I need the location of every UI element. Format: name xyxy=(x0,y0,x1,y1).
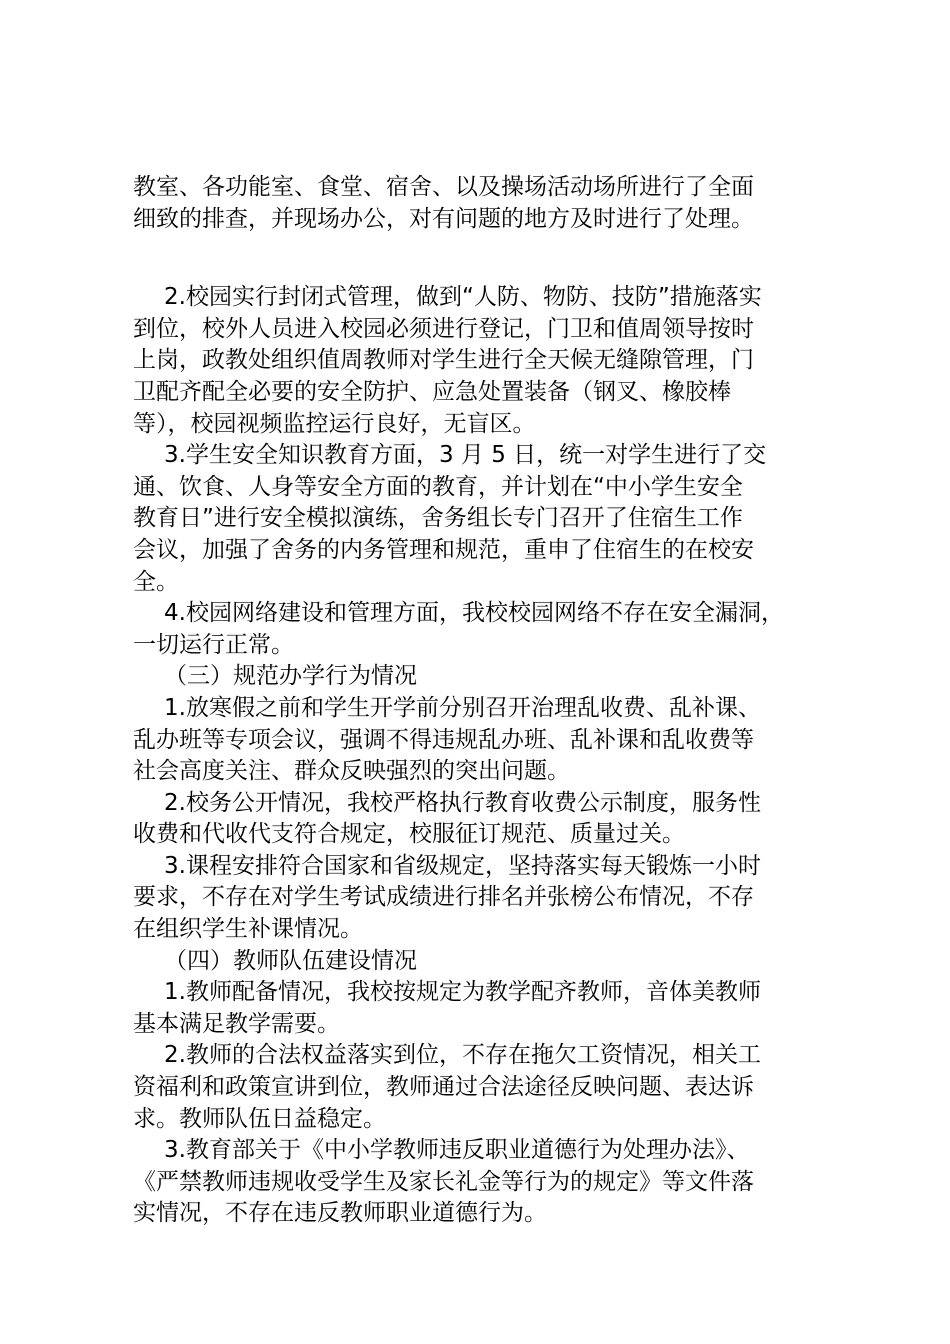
text-line: 4.校园网络建设和管理方面，我校校园网络不存在安全漏洞， xyxy=(164,600,784,627)
text-line: 1.放寒假之前和学生开学前分别召开治理乱收费、乱补课、 xyxy=(164,694,761,721)
text-line: 实情况，不存在违反教师职业道德行为。 xyxy=(133,1200,547,1227)
text-line: 等），校园视频监控运行良好，无盲区。 xyxy=(133,410,536,437)
text-line: 要求，不存在对学生考试成绩进行排名并张榜公布情况，不存 xyxy=(133,884,754,911)
text-line: 收费和代收代支符合规定，校服征订规范、质量过关。 xyxy=(133,821,685,848)
text-line: 3.教育部关于《中小学教师违反职业道德行为处理办法》、 xyxy=(164,1137,750,1164)
text-line: 社会高度关注、群众反映强烈的突出问题。 xyxy=(133,758,570,785)
text-line: 基本满足教学需要。 xyxy=(133,1010,340,1037)
text-line: 细致的排查，并现场办公，对有问题的地方及时进行了处理。 xyxy=(133,205,754,232)
text-line: 通、饮食、人身等安全方面的教育，并计划在“中小学生安全 xyxy=(133,473,743,500)
text-line: 3.课程安排符合国家和省级规定，坚持落实每天锻炼一小时 xyxy=(164,852,761,879)
text-line: 教室、各功能室、食堂、宿舍、以及操场活动场所进行了全面 xyxy=(133,174,754,200)
text-line: 到位，校外人员进入校园必须进行登记，门卫和值周领导按时 xyxy=(133,315,754,342)
text-line: 一切运行正常。 xyxy=(133,631,294,658)
text-line: 2.校务公开情况，我校严格执行教育收费公示制度，服务性 xyxy=(164,789,761,816)
text-line: 《严禁教师违规收受学生及家长礼金等行为的规定》等文件落 xyxy=(133,1168,754,1195)
text-line: 在组织学生补课情况。 xyxy=(133,916,363,943)
text-line: 2.校园实行封闭式管理，做到“人防、物防、技防”措施落实 xyxy=(164,284,762,311)
text-line: 卫配齐配全必要的安全防护、应急处置装备（钢叉、橡胶棒 xyxy=(133,378,731,405)
section-heading: （四）教师队伍建设情况 xyxy=(164,947,417,974)
section-heading: （三）规范办学行为情况 xyxy=(164,663,417,690)
text-line: 教育日”进行安全模拟演练，舍务组长专门召开了住宿生工作 xyxy=(133,505,743,532)
paragraph-gap xyxy=(133,235,833,282)
text-line: 资福利和政策宣讲到位，教师通过合法途径反映问题、表达诉 xyxy=(133,1074,754,1101)
text-line: 1.教师配备情况，我校按规定为教学配齐教师，音体美教师 xyxy=(164,979,761,1006)
text-line: 求。教师队伍日益稳定。 xyxy=(133,1105,386,1132)
text-line: 会议，加强了舍务的内务管理和规范，重申了住宿生的在校安 xyxy=(133,536,754,563)
text-line: 乱办班等专项会议，强调不得违规乱办班、乱补课和乱收费等 xyxy=(133,726,754,753)
text-line: 3.学生安全知识教育方面，3 月 5 日，统一对学生进行了交 xyxy=(164,442,767,469)
document-body xyxy=(133,172,833,1230)
text-line: 2.教师的合法权益落实到位，不存在拖欠工资情况，相关工 xyxy=(164,1042,761,1069)
text-line: 上岗，政教处组织值周教师对学生进行全天候无缝隙管理，门 xyxy=(133,347,754,374)
text-line: 全。 xyxy=(133,568,179,595)
